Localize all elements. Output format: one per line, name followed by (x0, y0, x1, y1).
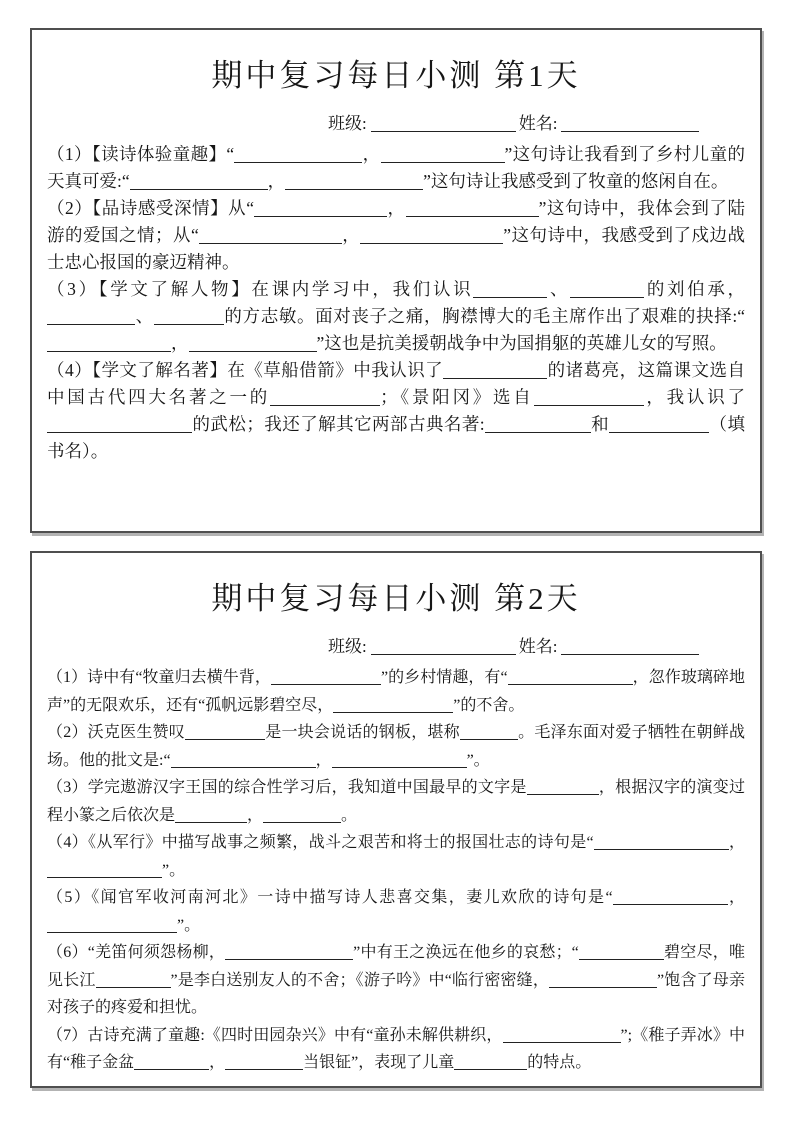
name-label: 姓名: (518, 637, 558, 656)
question-item (47, 774, 745, 829)
fill-blank (234, 149, 362, 163)
fill-blank (270, 392, 380, 406)
question-text: ， (247, 806, 264, 824)
question-item (47, 719, 745, 774)
question-item (47, 141, 745, 195)
fill-blank (508, 671, 633, 685)
question-text: （2）【品诗感受深情】从“ (47, 198, 254, 218)
quiz-title-day1: 期中复习每日小测 第1天 (211, 58, 581, 93)
question-text: （填书名）。 (47, 414, 745, 461)
class-label: 班级: (328, 114, 367, 133)
class-input-line (371, 117, 516, 132)
quiz-card-day1 (30, 28, 762, 533)
question-text: 的方志敏。面对丧子之痛，胸襟博大的毛主席作出了艰难的抉择:“ (223, 306, 745, 326)
question-text: ”的乡村情趣，有“ (380, 669, 508, 686)
fill-blank (594, 836, 729, 850)
question-text: 的诸葛亮，这篇课文选自中国古代四大名著之一的 (47, 360, 746, 407)
question-item (47, 884, 745, 939)
question-text: （2）沃克医生赞叹 (47, 724, 185, 741)
question-item (47, 939, 745, 1022)
question-text: （3）学完遨游汉字王国的综合性学习后，我知道中国最早的文字是 (47, 779, 527, 796)
question-text: ”。 (466, 751, 490, 769)
fill-blank (130, 176, 268, 190)
fill-blank (406, 203, 539, 217)
question-text: ”。 (177, 916, 201, 934)
fill-blank (527, 781, 599, 795)
fill-blank (47, 311, 135, 325)
question-text: ”这也是抗美援朝战争中为国捐躯的英雄儿女的写照。 (316, 333, 727, 353)
question-text: 的武松；我还了解其它两部古典名著: (192, 414, 485, 434)
class-input-line (371, 640, 516, 655)
question-item (47, 829, 745, 884)
question-item (47, 1022, 745, 1077)
fill-blank (549, 974, 657, 988)
fill-blank (503, 1029, 621, 1043)
header-fields (328, 109, 750, 134)
fill-blank (332, 754, 467, 768)
question-text: 。毛泽东面对爱子牺牲在朝鲜战场。他的批文是:“ (47, 724, 745, 769)
fill-blank (333, 699, 453, 713)
fill-blank (285, 176, 423, 190)
fill-blank (47, 919, 177, 933)
question-text: ，忽作玻璃碎地声”的无限欢乐，还有“孤帆远影碧空尽， (47, 669, 745, 714)
question-text: 、 (135, 306, 154, 326)
fill-blank (47, 864, 162, 878)
question-text: 。 (341, 806, 358, 824)
quiz-title-day2: 期中复习每日小测 第2天 (211, 581, 581, 616)
question-text: ”。 (162, 861, 186, 879)
fill-blank (271, 671, 381, 685)
question-text: （1）诗中有“牧童归去横牛背， (47, 669, 271, 686)
question-text: （4）【学文了解名著】在《草船借箭》中我认识了 (47, 360, 444, 380)
fill-blank (47, 338, 171, 352)
fill-blank (454, 1056, 527, 1070)
fill-blank (609, 419, 709, 433)
question-text: ”这句诗让我看到了乡村儿童的天真可爱:“ (47, 144, 745, 191)
question-text: ， (386, 198, 406, 218)
question-text: （1）【读诗体验童趣】“ (47, 144, 235, 164)
fill-blank (225, 946, 353, 960)
fill-blank (185, 726, 265, 740)
question-item (47, 664, 745, 719)
question-item (47, 195, 745, 276)
question-list-day1 (32, 141, 760, 465)
question-text: ， (727, 889, 745, 906)
name-input-line (561, 117, 699, 132)
fill-blank (171, 754, 316, 768)
fill-blank (47, 419, 192, 433)
question-text: 是一块会说话的钢板，堪称 (265, 724, 460, 741)
question-text: ， (315, 751, 332, 769)
question-text: ”这句诗中，我感受到了戍边战士忠心报国的豪迈精神。 (47, 225, 745, 272)
question-text: ”;《稚子弄冰》中有“稚子金盆 (47, 1026, 745, 1071)
question-text: （3）【学文了解人物】在课内学习中，我们认识 (47, 279, 474, 299)
question-text: 的刘伯承， (644, 279, 746, 299)
question-item (47, 276, 745, 357)
question-text: ；《景阳冈》选自 (380, 387, 534, 407)
question-text: ， (728, 834, 745, 851)
fill-blank (175, 809, 247, 823)
question-text: ”这句诗中，我体会到了陆游的爱国之情；从“ (47, 198, 745, 245)
question-text: ”这句诗让我感受到了牧童的悠闲自在。 (423, 171, 729, 191)
question-text: 和 (590, 414, 610, 434)
fill-blank (443, 365, 547, 379)
question-text: （5）《闻官军收河南河北》一诗中描写诗人悲喜交集，妻儿欢欣的诗句是“ (47, 889, 613, 906)
question-text: ”的不舍。 (453, 696, 525, 714)
question-text: ， (362, 144, 381, 164)
question-text: ”是李白送别友人的不舍；《游子吟》中“临行密密缝， (170, 971, 550, 989)
header-fields (328, 632, 750, 657)
question-text: ”饱含了母亲对孩子的疼爱和担忧。 (47, 971, 745, 1016)
question-text: （4）《从军行》中描写战事之频繁，战斗之艰苦和将士的报国壮志的诗句是“ (47, 834, 594, 851)
name-label: 姓名: (518, 114, 558, 133)
fill-blank (96, 974, 171, 988)
class-label: 班级: (328, 637, 367, 656)
question-text: 、 (547, 279, 571, 299)
fill-blank (579, 946, 664, 960)
name-input-line (561, 640, 699, 655)
fill-blank (613, 891, 728, 905)
question-text: ， (171, 333, 189, 353)
question-item (47, 357, 745, 465)
fill-blank (263, 809, 341, 823)
fill-blank (485, 419, 591, 433)
question-text: ”中有王之涣远在他乡的哀愁；“ (353, 944, 579, 961)
question-text: ，我认识了 (643, 387, 745, 407)
quiz-card-day2 (30, 551, 762, 1088)
question-text: 的特点。 (527, 1054, 592, 1071)
fill-blank (460, 726, 518, 740)
fill-blank (254, 203, 387, 217)
question-text: （6）“羌笛何须怨杨柳， (47, 944, 226, 961)
fill-blank (360, 230, 503, 244)
fill-blank (381, 149, 505, 163)
fill-blank (189, 338, 317, 352)
question-text: ， (341, 225, 361, 245)
fill-blank (473, 284, 547, 298)
question-text: ， (267, 171, 286, 191)
fill-blank (225, 1056, 303, 1070)
fill-blank (570, 284, 644, 298)
fill-blank (134, 1056, 209, 1070)
fill-blank (534, 392, 644, 406)
fill-blank (154, 311, 224, 325)
question-text: 当银钲”，表现了儿童 (303, 1054, 455, 1071)
question-text: ，根据汉字的演变过程小篆之后依次是 (47, 779, 745, 824)
question-list-day2 (32, 664, 760, 1077)
question-text: （7）古诗充满了童趣:《四时田园杂兴》中有“童孙未解供耕织， (47, 1026, 503, 1044)
question-text: ， (209, 1054, 226, 1071)
fill-blank (199, 230, 342, 244)
question-text: 碧空尽，唯见长江 (47, 944, 745, 989)
